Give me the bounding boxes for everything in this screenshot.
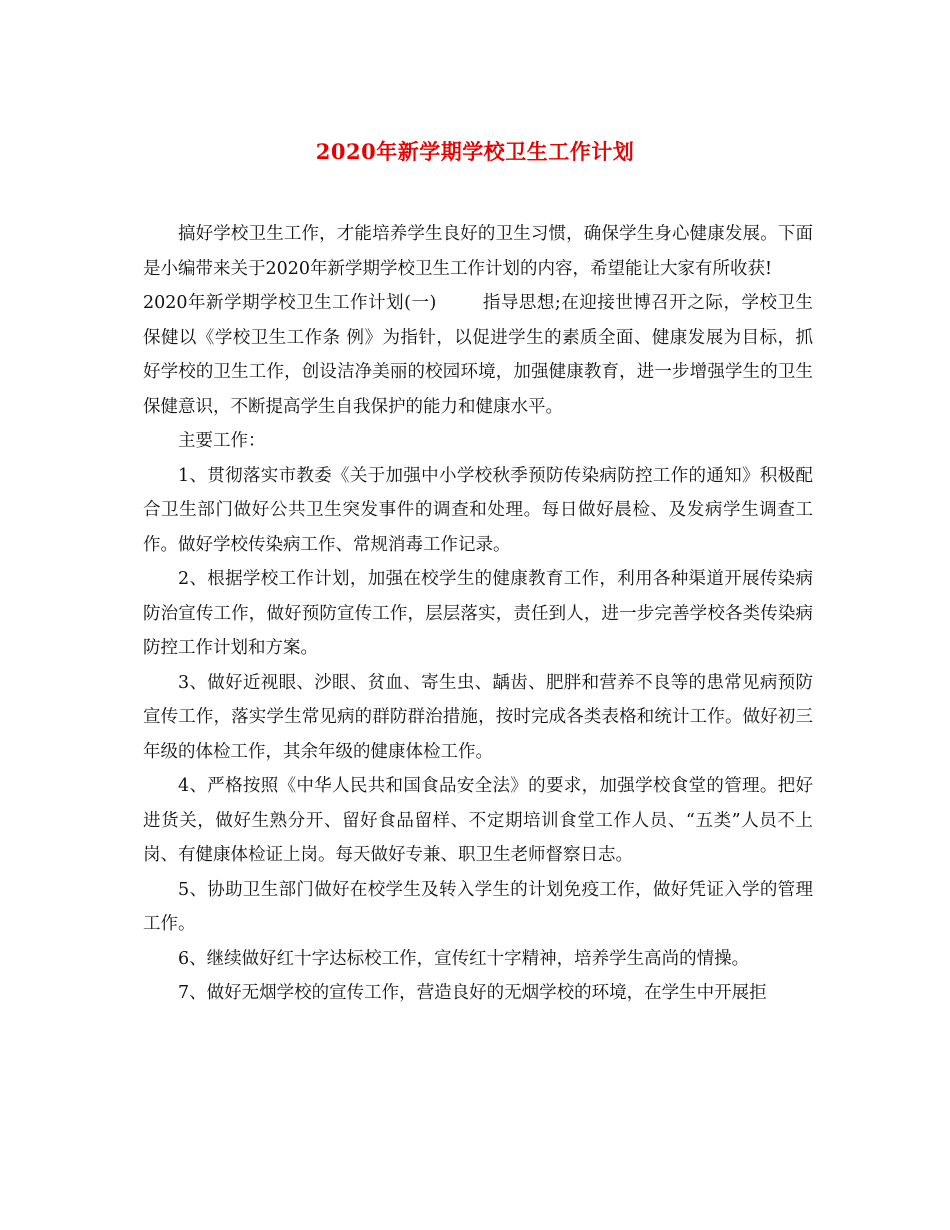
work-item-5: 5、协助卫生部门做好在校学生及转入学生的计划免疫工作，做好凭证入学的管理工作。 [143, 879, 813, 934]
plan-heading: 2020年新学期学校卫生工作计划(一) [143, 293, 437, 313]
work-item-1: 1、贯彻落实市教委《关于加强中小学校秋季预防传染病防控工作的通知》积极配合卫生部门做好公共卫生突发事件的调查和处理。每日做好晨检、及发病学生调查工作。做好学校传染病工作、常规消毒工作记录。 [143, 465, 813, 555]
document-title: 2020年新学期学校卫生工作计划 [315, 139, 635, 164]
work-item-3: 3、做好近视眼、沙眼、贫血、寄生虫、龋齿、肥胖和营养不良等的患常见病预防宣传工作，落实学生常见病的群防群治措施，按时完成各类表格和统计工作。做好初三年级的体检工作，其余年级的健康体检工作。 [143, 672, 813, 762]
main-work-label: 主要工作： [178, 431, 266, 451]
work-item-7: 7、做好无烟学校的宣传工作，营造良好的无烟学校的环境，在学生中开展拒 [178, 983, 767, 1003]
guiding-paragraph [143, 286, 813, 424]
work-item-4: 4、严格按照《中华人民共和国食品安全法》的要求，加强学校食堂的管理。把好进货关，做好生熟分开、留好食品留样、不定期培训食堂工作人员、“五类”人员不上岗、有健康体检证上岗。每天做好专兼、职卫生老师督察日志。 [143, 776, 813, 865]
document-body [143, 217, 813, 1011]
intro-paragraph: 搞好学校卫生工作，才能培养学生良好的卫生习惯，确保学生身心健康发展。下面是小编带来关于2020年新学期学校卫生工作计划的内容，希望能让大家有所收获! [143, 224, 813, 279]
guiding-text: 指导思想;在迎接世博召开之际，学校卫生保健以《学校卫生工作条 例》为指针，以促进学生的素质全面、健康发展为目标，抓好学校的卫生工作，创设洁净美丽的校园环境，加强健康教育，进一步增强学生的卫生保健意识，不断提高学生自我保护的能力和健康水平。 [143, 293, 813, 417]
work-item-2: 2、根据学校工作计划，加强在校学生的健康教育工作，利用各种渠道开展传染病防治宣传工作，做好预防宣传工作，层层落实，责任到人，进一步完善学校各类传染病防控工作计划和方案。 [143, 569, 813, 658]
work-item-6: 6、继续做好红十字达标校工作，宣传红十字精神，培养学生高尚的情操。 [178, 948, 750, 969]
